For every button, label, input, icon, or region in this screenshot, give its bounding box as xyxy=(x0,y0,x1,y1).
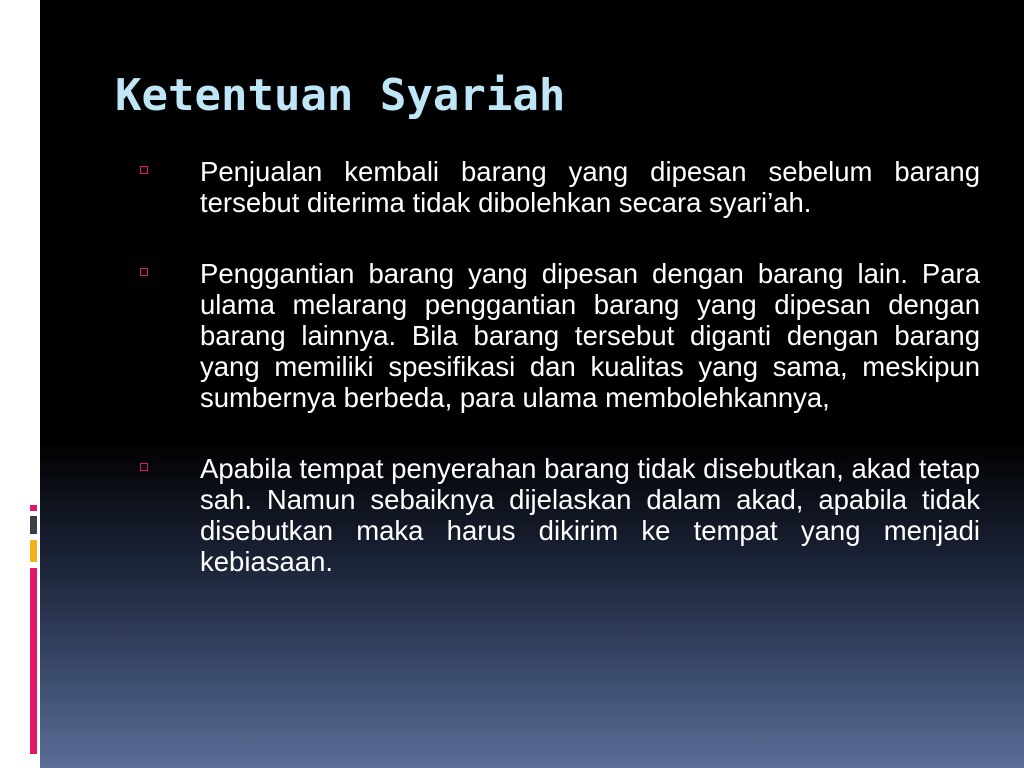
bullet-item xyxy=(140,156,980,218)
bullet-item xyxy=(140,453,980,577)
accent-bar-gray xyxy=(30,516,37,534)
bullet-list xyxy=(140,156,980,617)
accent-bar-pink-small xyxy=(30,505,37,511)
accent-bar-yellow xyxy=(30,540,37,562)
square-bullet-icon xyxy=(140,166,148,174)
square-bullet-icon xyxy=(140,463,148,471)
bullet-text: Apabila tempat penyerahan barang tidak disebutkan, akad tetap sah. Namun sebaiknya dijelaskan dalam akad, apabila tidak disebutkan maka harus dikirim ke tempat yang menjadi kebiasaan. xyxy=(200,453,980,577)
bullet-text: Penggantian barang yang dipesan dengan barang lain. Para ulama melarang penggantian barang yang dipesan dengan barang lainnya. Bila barang tersebut diganti dengan barang yang memiliki spesifikasi dan kualitas yang sama, meskipun sumbernya berbeda, para ulama membolehkannya, xyxy=(200,258,980,413)
bullet-item xyxy=(140,258,980,413)
square-bullet-icon xyxy=(140,268,148,276)
accent-bar-pink-long xyxy=(30,568,37,754)
slide-title: Ketentuan Syariah xyxy=(115,70,566,121)
bullet-text: Penjualan kembali barang yang dipesan sebelum barang tersebut diterima tidak dibolehkan secara syari’ah. xyxy=(200,156,980,218)
